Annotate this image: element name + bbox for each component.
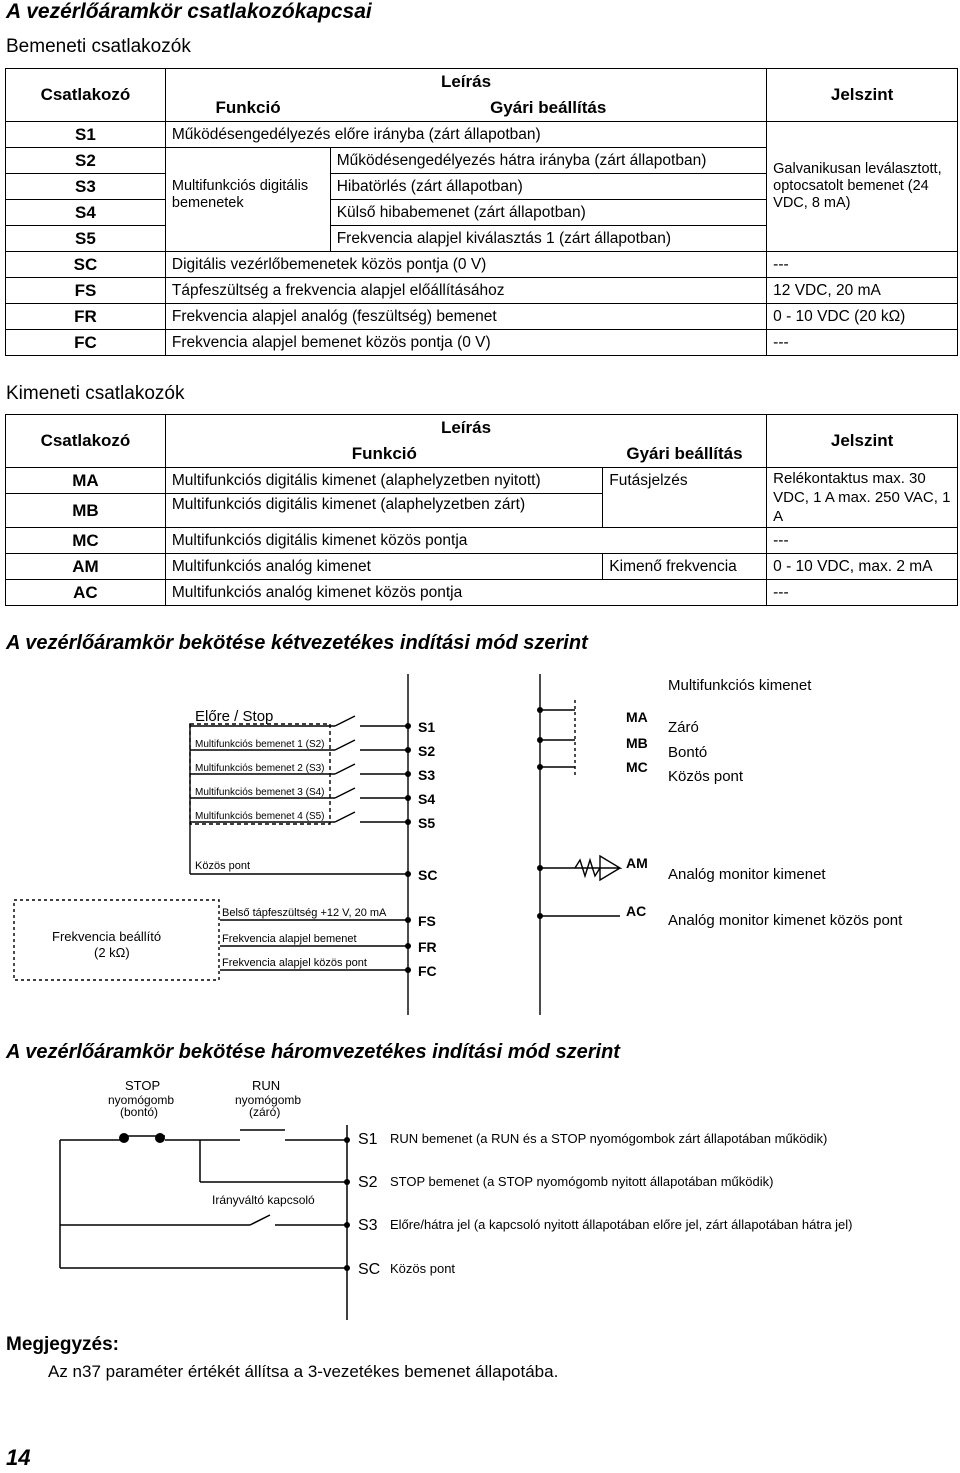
three-wire-s2: S2 (358, 1174, 378, 1191)
relay-nc-label: Bontó (668, 744, 708, 761)
out-header-description: Leírás (165, 415, 766, 441)
terminal-s4: S4 (6, 200, 166, 226)
s3-description: Hibatörlés (zárt állapotban) (330, 174, 766, 200)
ma-factory: Futásjelzés (603, 468, 767, 528)
two-wire-heading: A vezérlőáramkör bekötése kétvezetékes indítási mód szerint (6, 632, 588, 654)
three-wire-heading: A vezérlőáramkör bekötése háromvezetékes indítási mód szerint (6, 1041, 620, 1063)
out-header-signal: Jelszint (767, 415, 958, 468)
out-header-factory: Gyári beállítás (603, 441, 767, 468)
diagram-terminal-mb: MB (626, 735, 648, 751)
stop-label: STOP (125, 1078, 161, 1093)
input-label-2: Multifunkciós bemenet 2 (S3) (195, 763, 325, 774)
header-signal: Jelszint (767, 69, 958, 122)
header-terminal: Csatlakozó (6, 69, 166, 122)
am-description: Multifunkciós analóg kimenet (165, 554, 602, 580)
three-wire-s1: S1 (358, 1131, 378, 1148)
potentiometer-label: Frekvencia beállító (52, 929, 162, 944)
stop-button-label: nyomógomb (108, 1093, 175, 1107)
stop-type-label: (bontó) (120, 1105, 159, 1119)
fs-level: 12 VDC, 20 mA (767, 278, 958, 304)
out-header-terminal: Csatlakozó (6, 415, 166, 468)
mb-description: Multifunkciós digitális kimenet (alaphelyzetben zárt) (165, 494, 602, 528)
terminal-mb: MB (6, 494, 166, 528)
fr-description: Frekvencia alapjel analóg (feszültség) bemenet (165, 304, 766, 330)
three-wire-s1-text: RUN bemenet (a RUN és a STOP nyomógombok zárt állapotában működik) (390, 1131, 828, 1146)
page-title: A vezérlőáramkör csatlakozókapcsai (6, 0, 372, 23)
ac-description: Multifunkciós analóg kimenet közös pontja (165, 580, 766, 606)
diagram-terminal-s4: S4 (418, 791, 436, 807)
diagram-terminal-s2: S2 (418, 743, 436, 759)
sc-level: --- (767, 252, 958, 278)
header-description: Leírás (165, 69, 766, 95)
out-header-function: Funkció (165, 441, 602, 468)
input-label-1: Multifunkciós bemenet 1 (S2) (195, 739, 325, 750)
three-wire-s2-text: STOP bemenet (a STOP nyomógomb nyitott állapotában működik) (390, 1174, 774, 1189)
terminal-s1: S1 (6, 122, 166, 148)
multifunction-inputs-label: Multifunkciós digitális bemenetek (165, 148, 330, 252)
terminal-sc: SC (6, 252, 166, 278)
relay-level: Relékontaktus max. 30 VDC, 1 A max. 250 VAC, 1 A (767, 468, 958, 528)
terminal-s2: S2 (6, 148, 166, 174)
ma-description: Multifunkciós digitális kimenet (alaphelyzetben nyitott) (165, 468, 602, 494)
am-level: 0 - 10 VDC, max. 2 mA (767, 554, 958, 580)
diagram-terminal-ma: MA (626, 709, 648, 725)
fc-description: Frekvencia alapjel bemenet közös pontja (0 V) (165, 330, 766, 356)
header-function: Funkció (165, 95, 330, 122)
diagram-terminal-ac: AC (626, 903, 647, 919)
freq-ref-label: Frekvencia alapjel bemenet (222, 933, 357, 945)
note-text: Az n37 paraméter értékét állítsa a 3-vezetékes bemenet állapotába. (48, 1362, 559, 1381)
s2-description: Működésengedélyezés hátra irányba (zárt állapotban) (330, 148, 766, 174)
am-factory: Kimenő frekvencia (603, 554, 767, 580)
diagram-terminal-mc: MC (626, 759, 648, 775)
diagram-terminal-sc: SC (418, 867, 438, 883)
analog-common-label: Analóg monitor kimenet közös pont (668, 912, 903, 929)
three-wire-sc-text: Közös pont (390, 1261, 456, 1276)
galvanic-level: Galvanikusan leválasztott, optocsatolt bemenet (24 VDC, 8 mA) (767, 122, 958, 252)
fc-level: --- (767, 330, 958, 356)
diagram-terminal-fs: FS (418, 913, 436, 929)
ac-level: --- (767, 580, 958, 606)
output-terminals-table (5, 414, 958, 606)
common-point-label: Közös pont (195, 860, 251, 872)
terminal-ma: MA (6, 468, 166, 494)
s4-description: Külső hibabemenet (zárt állapotban) (330, 200, 766, 226)
terminal-am: AM (6, 554, 166, 580)
outputs-heading: Kimeneti csatlakozók (6, 383, 185, 404)
three-wire-s3-text: Előre/hátra jel (a kapcsoló nyitott állapotában előre jel, zárt állapotában hátra jel) (390, 1217, 853, 1232)
terminal-s3: S3 (6, 174, 166, 200)
three-wire-sc: SC (358, 1261, 381, 1278)
relay-common-label: Közös pont (668, 768, 744, 785)
input-label-4: Multifunkciós bemenet 4 (S5) (195, 811, 325, 822)
forward-stop-label: Előre / Stop (195, 708, 274, 725)
header-factory: Gyári beállítás (330, 95, 766, 122)
two-wire-diagram (0, 660, 960, 1020)
analog-monitor-label: Analóg monitor kimenet (668, 866, 826, 883)
freq-common-label: Frekvencia alapjel közös pont (222, 957, 367, 969)
s1-description: Működésengedélyezés előre irányba (zárt állapotban) (165, 122, 766, 148)
diagram-terminal-s1: S1 (418, 719, 436, 735)
terminal-s5: S5 (6, 226, 166, 252)
three-wire-s3: S3 (358, 1217, 378, 1234)
run-label: RUN (252, 1078, 281, 1093)
multifunction-output-title: Multifunkciós kimenet (668, 677, 812, 694)
terminal-fc: FC (6, 330, 166, 356)
inputs-heading: Bemeneti csatlakozók (6, 36, 191, 57)
note-title: Megjegyzés: (6, 1334, 119, 1355)
supply-label: Belső tápfeszültség +12 V, 20 mA (222, 907, 387, 919)
mc-level: --- (767, 528, 958, 554)
terminal-mc: MC (6, 528, 166, 554)
diagram-terminal-fc: FC (418, 963, 437, 979)
relay-no-label: Záró (668, 719, 699, 736)
mc-description: Multifunkciós digitális kimenet közös pontja (165, 528, 766, 554)
terminal-fs: FS (6, 278, 166, 304)
diagram-terminal-fr: FR (418, 939, 437, 955)
fs-description: Tápfeszültség a frekvencia alapjel előállításához (165, 278, 766, 304)
terminal-ac: AC (6, 580, 166, 606)
s5-description: Frekvencia alapjel kiválasztás 1 (zárt állapotban) (330, 226, 766, 252)
sc-description: Digitális vezérlőbemenetek közös pontja (0 V) (165, 252, 766, 278)
input-label-3: Multifunkciós bemenet 3 (S4) (195, 787, 325, 798)
diagram-terminal-am: AM (626, 855, 648, 871)
terminal-fr: FR (6, 304, 166, 330)
diagram-terminal-s5: S5 (418, 815, 436, 831)
potentiometer-value: (2 kΩ) (94, 945, 130, 960)
run-type-label: (záró) (249, 1105, 281, 1119)
three-wire-diagram (0, 1070, 960, 1325)
input-terminals-table (5, 68, 958, 356)
diagram-terminal-s3: S3 (418, 767, 436, 783)
page-number: 14 (6, 1445, 31, 1470)
direction-switch-label: Irányváltó kapcsoló (212, 1193, 315, 1207)
fr-level: 0 - 10 VDC (20 kΩ) (767, 304, 958, 330)
run-button-label: nyomógomb (235, 1093, 302, 1107)
